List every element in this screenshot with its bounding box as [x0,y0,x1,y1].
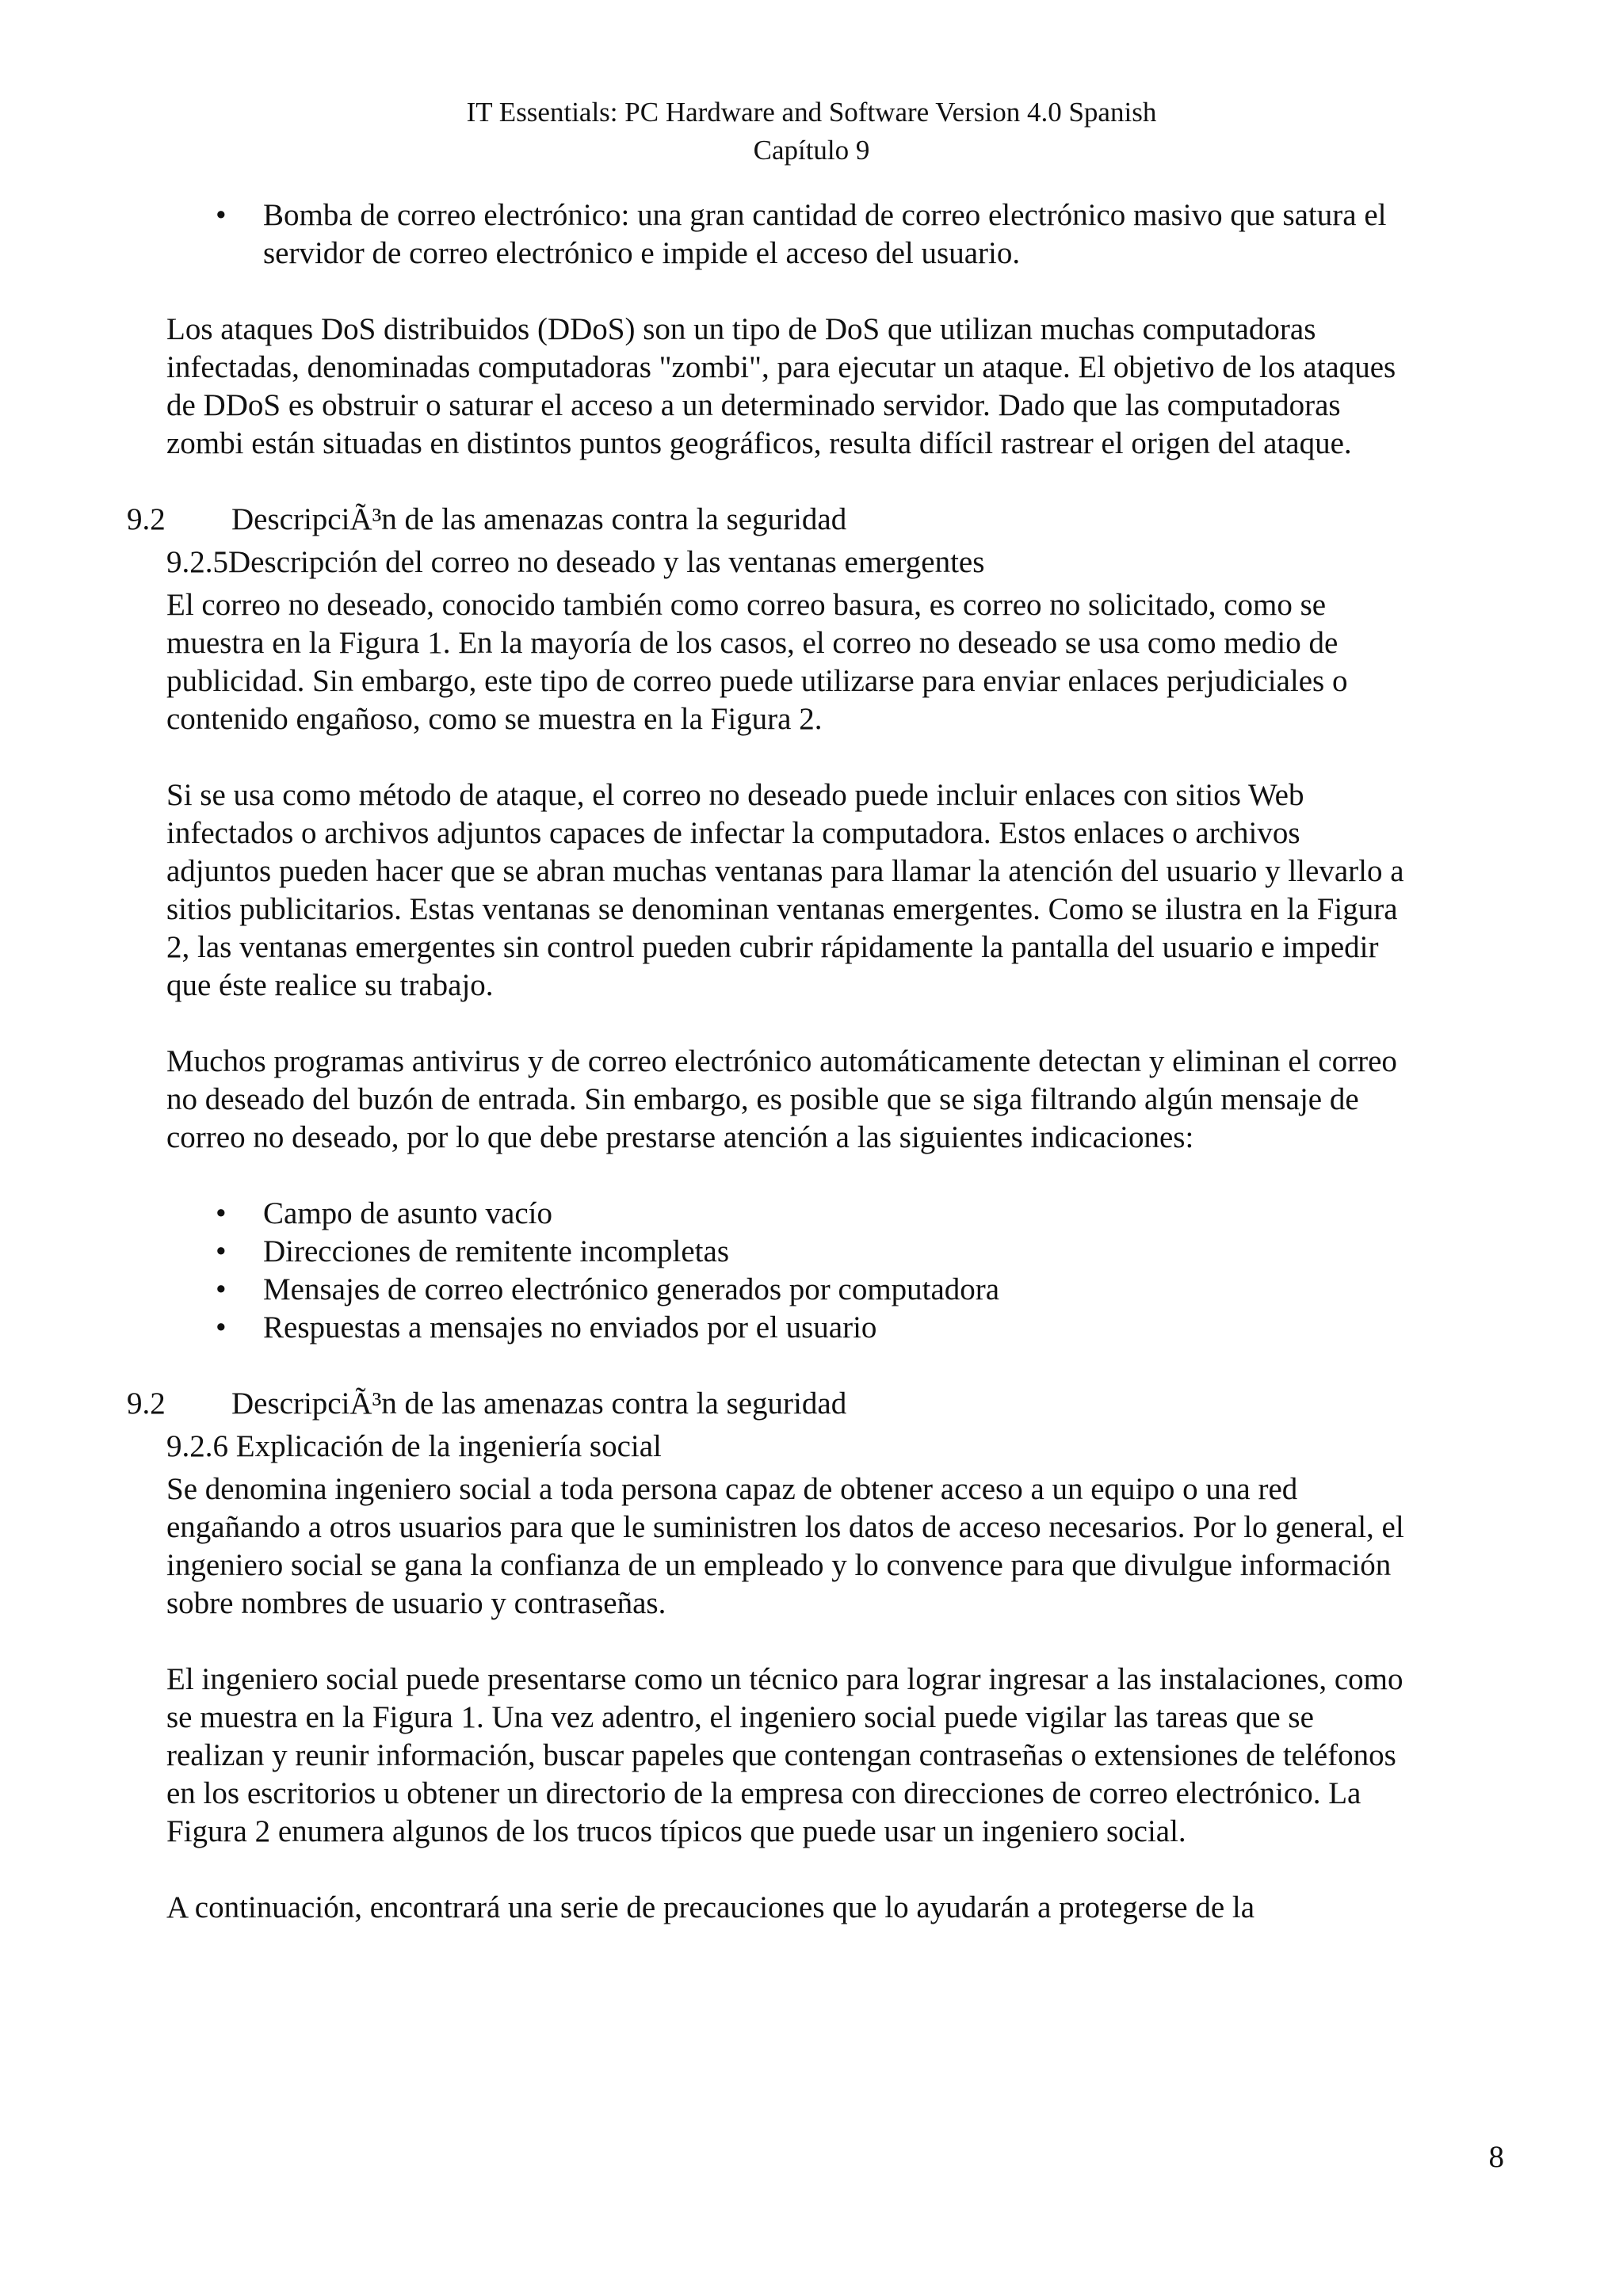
bullet-icon: • [216,1272,227,1306]
list-item [127,1309,1411,1347]
section-heading [127,1385,1411,1423]
paragraph: El ingeniero social puede presentarse como un técnico para lograr ingresar a las instalaciones, como se muestra en la Figura 1. Una vez adentro, el ingeniero social puede vigilar las tareas que se realizan y reunir información, buscar papeles que contengan contraseñas o extensiones de teléfonos en los escritorios u obtener un directorio de la empresa con direcciones de correo electrónico. La Figura 2 enumera algunos de los trucos típicos que puede usar un ingeniero social. [166,1662,1403,1848]
page-header [0,93,1623,170]
list-item-text: Respuestas a mensajes no enviados por el usuario [263,1310,877,1344]
page-content [127,196,1411,1927]
list-item [127,1233,1411,1271]
list-item [127,196,1411,273]
paragraph: A continuación, encontrará una serie de precauciones que lo ayudarán a protegerse de la [166,1890,1255,1924]
list-item-text: Mensajes de correo electrónico generados por computadora [263,1272,1000,1306]
ddos-paragraph: Los ataques DoS distribuidos (DDoS) son un tipo de DoS que utilizan muchas computadoras infectadas, denominadas computadoras "zombi", para ejecutar un ataque. El objetivo de los ataques de DDoS es obstruir o saturar el acceso a un determinado servidor. Dado que las computadoras zombi están situadas en distintos puntos geográficos, resulta difícil rastrear el origen del ataque. [166,312,1396,460]
section-title: DescripciÃ³n de las amenazas contra la seguridad [231,1386,847,1421]
section-title: DescripciÃ³n de las amenazas contra la seguridad [231,502,847,536]
list-item [127,1271,1411,1309]
list-item-text: Bomba de correo electrónico: una gran cantidad de correo electrónico masivo que satura el servidor de correo electrónico e impide el acceso del usuario. [263,198,1387,270]
email-bomb-list [127,196,1411,273]
section-heading [127,501,1411,539]
paragraph: El correo no deseado, conocido también como correo basura, es correo no solicitado, como se muestra en la Figura 1. En la mayoría de los casos, el correo no deseado se usa como medio de publicidad. Sin embargo, este tipo de correo puede utilizarse para enviar enlaces perjudiciales o contenido engañoso, como se muestra en la Figura 2. [166,588,1348,736]
list-item-text: Campo de asunto vacío [263,1196,552,1230]
bullet-icon: • [216,198,227,232]
list-item [127,1195,1411,1233]
paragraph: Se denomina ingeniero social a toda persona capaz de obtener acceso a un equipo o una red engañando a otros usuarios para que le suministren los datos de acceso necesarios. Por lo general, el ingeniero social se gana la confianza de un empleado y lo convence para que divulgue información sobre nombres de usuario y contraseñas. [166,1472,1404,1620]
paragraph: Muchos programas antivirus y de correo electrónico automáticamente detectan y eliminan el correo no deseado del buzón de entrada. Sin embargo, es posible que se siga filtrando algún mensaje de correo no deseado, por lo que debe prestarse atención a las siguientes indicaciones: [166,1044,1397,1154]
subsection-heading: 9.2.6 Explicación de la ingeniería social [166,1429,662,1463]
subsection-heading: 9.2.5Descripción del correo no deseado y las ventanas emergentes [166,545,985,579]
page-number: 8 [1488,2140,1504,2174]
list-item-text: Direcciones de remitente incompletas [263,1234,730,1268]
spam-indicators-list [127,1195,1411,1347]
header-title: IT Essentials: PC Hardware and Software Version 4.0 Spanish [466,97,1157,128]
bullet-icon: • [216,1234,227,1268]
section-number: 9.2 [127,502,166,536]
header-chapter: Capítulo 9 [753,135,870,166]
section-number: 9.2 [127,1386,166,1421]
bullet-icon: • [216,1196,227,1230]
paragraph: Si se usa como método de ataque, el correo no deseado puede incluir enlaces con sitios Web infectados o archivos adjuntos capaces de infectar la computadora. Estos enlaces o archivos adjuntos pueden hacer que se abran muchas ventanas para llamar la atención del usuario y llevarlo a sitios publicitarios. Estas ventanas se denominan ventanas emergentes. Como se ilustra en la Figura 2, las ventanas emergentes sin control pueden cubrir rápidamente la pantalla del usuario e impedir que éste realice su trabajo. [166,778,1404,1002]
bullet-icon: • [216,1310,227,1344]
